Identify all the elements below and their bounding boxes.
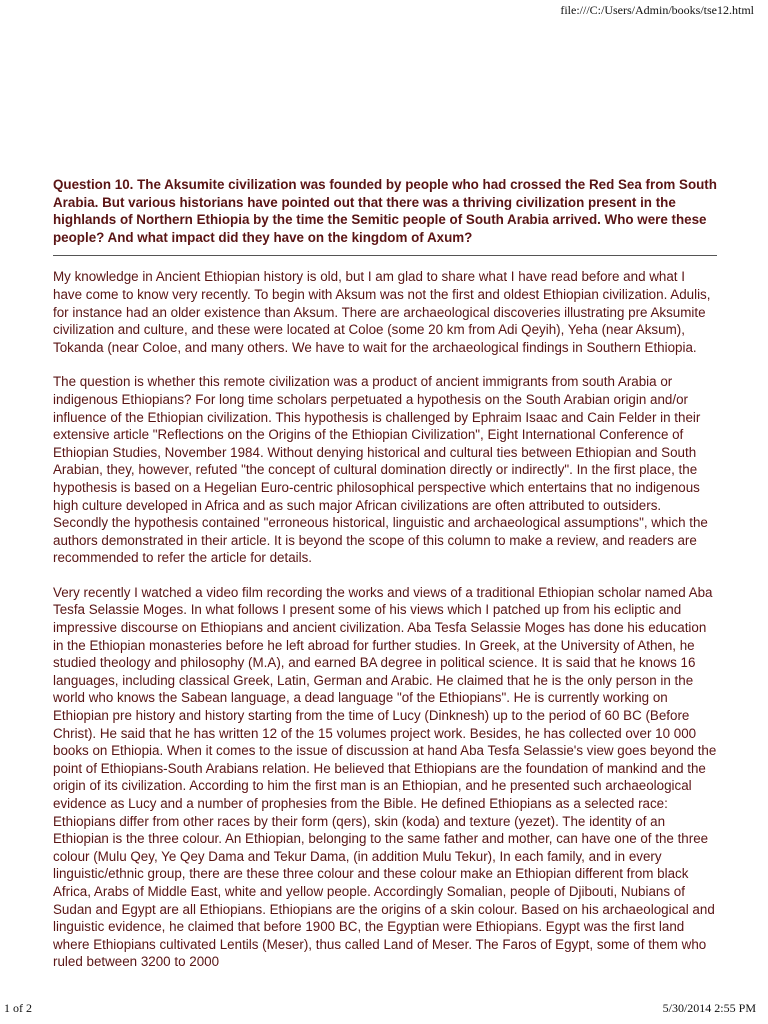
article-paragraph: My knowledge in Ancient Ethiopian history is old, but I am glad to share what I have read before and what I have come to know very recently. To begin with Aksum was not the first and oldest Ethiopian civilization. Adulis, for instance had an older existence than Aksum. There are archaeological discoveries illustrating pre Aksumite civilization and culture, and these were located at Coloe (some 20 km from Adi Qeyih), Yeha (near Aksum), Tokanda (near Coloe, and many others. We have to wait for the archaeological findings in Southern Ethiopia.	[53, 269, 711, 355]
question-heading: Question 10. The Aksumite civilization was founded by people who had crossed the Red Sea from South Arabia. But various historians have pointed out that there was a thriving civilization present in the highlands of Northern Ethiopia by the time the Semitic people of South Arabia arrived. Who were these people? And what impact did they have on the kingdom of Axum?	[53, 177, 717, 245]
article-paragraph: The question is whether this remote civilization was a product of ancient immigrants from south Arabia or indigenous Ethiopians? For long time scholars perpetuated a hypothesis on the South Arabian origin and/or influence of the Ethiopian civilization. This hypothesis is challenged by Ephraim Isaac and Cain Felder in their extensive article "Reflections on the Origins of the Ethiopian Civilization", Eight International Conference of Ethiopian Studies, November 1984. Without denying historical and cultural ties between Ethiopian and South Arabian, they, however, refuted "the concept of cultural domination directly or indirectly". In the first place, the hypothesis is based on a Hegelian Euro-centric philosophical perspective which entertains that no indigenous high culture developed in Africa and as such major African civilizations are often attributed to outsiders. Secondly the hypothesis contained "erroneous historical, linguistic and archaeological assumptions", which the authors demonstrated in their article. It is beyond the scope of this column to make a review, and readers are recommended to refer the article for details.	[53, 374, 708, 566]
article-paragraph: Very recently I watched a video film recording the works and views of a traditional Ethiopian scholar named Aba Tesfa Selassie Moges. In what follows I present some of his views which I patched up from his ecliptic and impressive discourse on Ethiopians and ancient civilization. Aba Tesfa Selassie Moges has done his education in the Ethiopian monasteries before he left abroad for further studies. In Greek, at the University of Athen, he studied theology and philosophy (M.A), and earned BA degree in political science. It is said that he knows 16 languages, including classical Greek, Latin, German and Arabic. He claimed that he is the only person in the world who knows the Sabean language, a dead language "of the Ethiopians". He is currently working on Ethiopian pre history and history starting from the time of Lucy (Dinknesh) up to the period of 60 BC (Before Christ). He said that he has written 12 of the 15 volumes project work. Besides, he has collected over 10 000 books on Ethiopia. When it comes to the issue of discussion at hand Aba Tesfa Selassie's view goes beyond the point of Ethiopians-South Arabians relation. He believed that Ethiopians are the foundation of mankind and the origin of its civilization. According to him the first man is an Ethiopian, and he presented such archaeological evidence as Lucy and a number of prophesies from the Bible. He defined Ethiopians as a selected race: Ethiopians differ from other races by their form (qers), skin (koda) and texture (yezet). The identity of an Ethiopian is the three colour. An Ethiopian, belonging to the same father and mother, can have one of the three colour (Mulu Qey, Ye Qey Dama and Tekur Dama, (in addition Mulu Tekur), In each family, and in every linguistic/ethnic group, there are these three colour and these colour make an Ethiopian different from black Africa, Arabs of Middle East, white and yellow people. Accordingly Somalian, people of Djibouti, Nubians of Sudan and Egypt are all Ethiopians. Ethiopians are the origins of a skin colour. Based on his archaeological and linguistic evidence, he claimed that before 1900 BC, the Egyptian were Ethiopians. Egypt was the first land where Ethiopians cultivated Lentils (Meser), thus called Land of Meser. The Faros of Egypt, some of them who ruled between 3200 to 2000	[53, 584, 717, 970]
section-divider	[53, 255, 717, 256]
print-header-url: file:///C:/Users/Admin/books/tse12.html	[560, 3, 754, 17]
print-footer-page-number: 1 of 2	[4, 1001, 32, 1015]
article-content	[53, 176, 717, 996]
print-footer-datetime: 5/30/2014 2:55 PM	[662, 1001, 756, 1015]
